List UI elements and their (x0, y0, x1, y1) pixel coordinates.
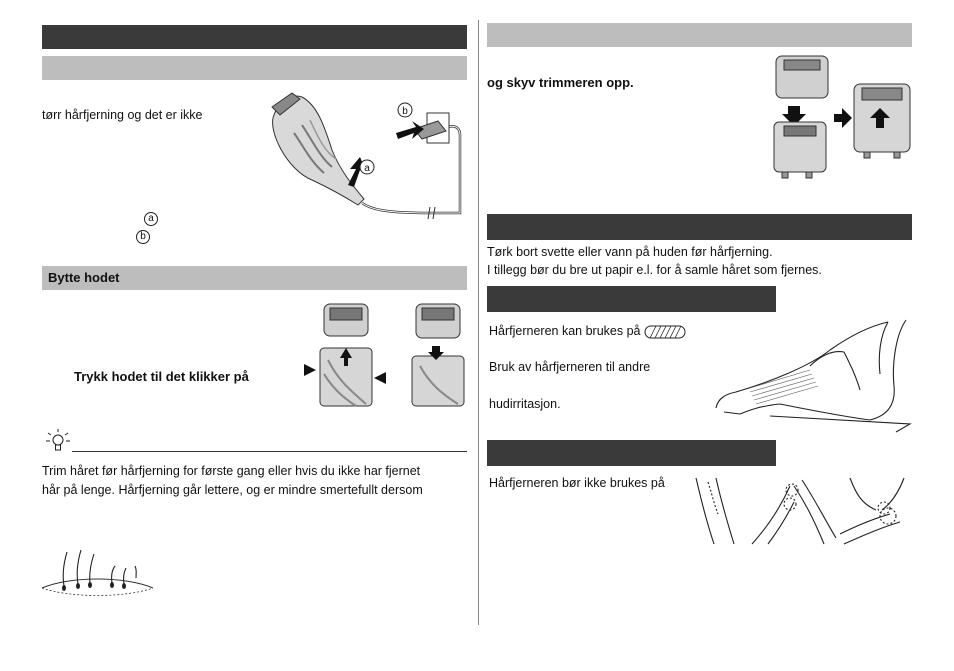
lightbulb-icon (42, 428, 72, 456)
usage-header-bar (487, 286, 776, 312)
bytte-instruction: Trykk hodet til det klikker på (74, 369, 249, 384)
marker-a: a (144, 212, 158, 226)
column-divider (478, 20, 479, 625)
prep-header-bar (487, 214, 912, 240)
usage-line-1-text: Hårfjerneren kan brukes på (489, 324, 641, 338)
trim-line-2: hår på lenge. Hårfjerning går lettere, og er mindre smertefullt dersom (42, 483, 423, 497)
usage-line-3: hudirritasjon. (489, 397, 561, 411)
head-attach-illustration-1 (304, 300, 386, 408)
hatched-area-symbol (644, 325, 686, 339)
prep-line-1: Tørk bort svette eller vann på huden før hårfjerning. (487, 245, 773, 259)
section-header-bar-dark (42, 25, 467, 49)
bytte-header-label: Bytte hodet (48, 270, 120, 285)
tip-divider (72, 451, 467, 452)
trim-line-1: Trim håret før hårfjerning for første gang eller hvis du ikke har fjernet (42, 464, 421, 478)
usage-line-2: Bruk av hårfjerneren til andre (489, 360, 651, 374)
caution-line-1: Hårfjerneren bør ikke brukes på (489, 476, 665, 490)
hair-length-illustration (40, 548, 155, 598)
usage-line-1 (489, 322, 686, 340)
caution-header-bar (487, 440, 776, 466)
caution-areas-illustration (690, 474, 912, 546)
svg-text:a: a (364, 163, 370, 174)
prep-line-2: I tillegg bør du bre ut papir e.l. for å samle håret som fjernes. (487, 263, 822, 277)
svg-text:b: b (402, 106, 408, 117)
intro-text: tørr hårfjerning og det er ikke (42, 108, 203, 122)
leg-usage-illustration (710, 316, 916, 432)
marker-b: b (136, 230, 150, 244)
trimmer-instruction: og skyv trimmeren opp. (487, 75, 634, 90)
head-attach-illustration-2 (406, 300, 468, 408)
epilator-charging-illustration (262, 85, 472, 220)
trimmer-attach-illustration (768, 52, 916, 180)
right-header-bar (487, 23, 912, 47)
bytte-header-bar (42, 266, 467, 290)
subsection-header-bar (42, 56, 467, 80)
